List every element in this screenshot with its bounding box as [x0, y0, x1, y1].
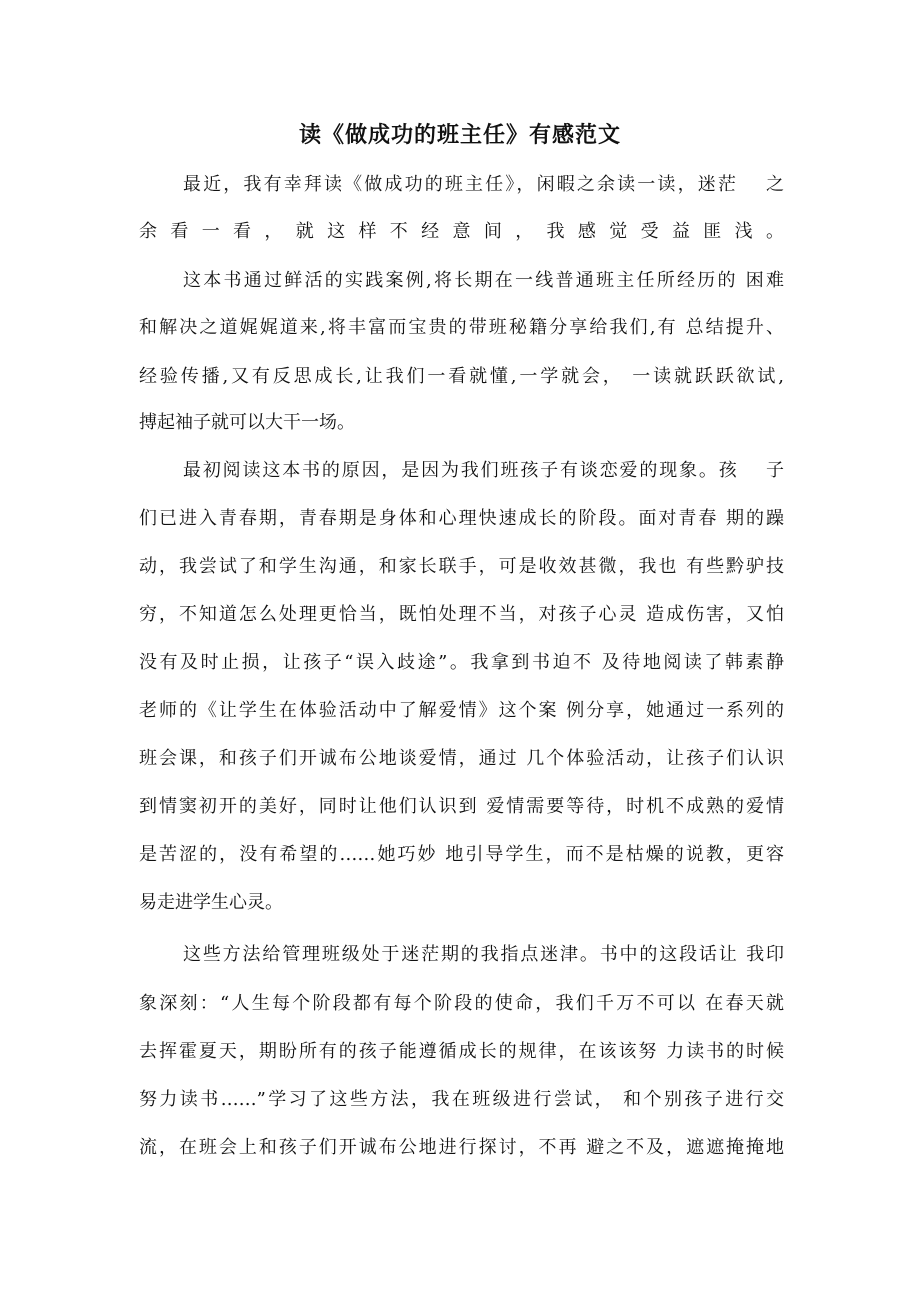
- text-line: 动，我尝试了和学生沟通，和家长联手，可是收效甚微，我也 有些黔驴技: [139, 556, 784, 577]
- text-line: 这些方法给管理班级处于迷茫期的我指点迷津。书中的这段话让 我印: [183, 944, 784, 965]
- text-line: 没有及时止损，让孩子“误入歧途”。我拿到书迫不 及待地阅读了韩素静: [139, 652, 784, 673]
- text-line: 余看一看，就这样不经意间，我感觉受益匪浅。: [139, 221, 784, 242]
- text-line: 去挥霍夏天，期盼所有的孩子能遵循成长的规律，在该该努 力读书的时候: [139, 1041, 784, 1062]
- text-line: 和解决之道娓娓道来,将丰富而宝贵的带班秘籍分享给我们,有 总结提升、: [139, 317, 784, 338]
- text-line: 们已进入青春期，青春期是身体和心理快速成长的阶段。面对青春 期的躁: [139, 508, 784, 529]
- text-line: 到情窦初开的美好，同时让他们认识到 爱情需要等待，时机不成熟的爱情: [139, 796, 784, 817]
- text-line: 最近，我有幸拜读《做成功的班主任》，闲暇之余读一读，迷茫 之: [183, 174, 784, 195]
- document-title: 读《做成功的班主任》有感范文: [298, 123, 621, 148]
- text-line: 搏起袖子就可以大干一场。: [139, 412, 355, 433]
- text-line: 努力读书……”学习了这些方法，我在班级进行尝试， 和个别孩子进行交: [139, 1089, 784, 1110]
- text-line: 这本书通过鲜活的实践案例,将长期在一线普通班主任所经历的 困难: [183, 270, 784, 291]
- text-line: 最初阅读这本书的原因，是因为我们班孩子有谈恋爱的现象。孩 子: [183, 460, 784, 481]
- text-line: 班会课，和孩子们开诚布公地谈爱情，通过 几个体验活动，让孩子们认识: [139, 748, 784, 769]
- text-line: 流，在班会上和孩子们开诚布公地进行探讨，不再 避之不及，遮遮掩掩地: [139, 1137, 784, 1158]
- text-line: 易走进学生心灵。: [139, 892, 283, 913]
- text-line: 是苦涩的，没有希望的……她巧妙 地引导学生，而不是枯燥的说教，更容: [139, 844, 784, 865]
- text-line: 穷，不知道怎么处理更恰当，既怕处理不当，对孩子心灵 造成伤害，又怕: [139, 604, 784, 625]
- text-line: 象深刻：“人生每个阶段都有每个阶段的使命，我们千万不可以 在春天就: [139, 993, 784, 1014]
- text-line: 经验传播,又有反思成长,让我们一看就懂,一学就会， 一读就跃跃欲试,: [139, 366, 784, 387]
- text-line: 老师的《让学生在体验活动中了解爱情》这个案 例分享，她通过一系列的: [139, 700, 784, 721]
